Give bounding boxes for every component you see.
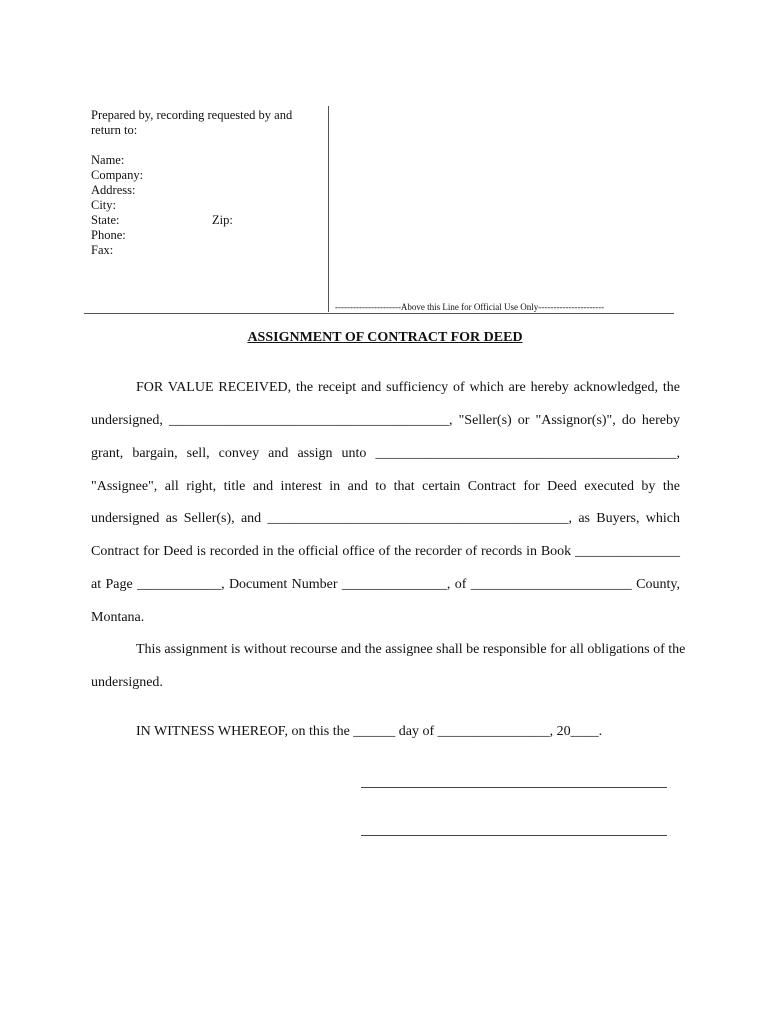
body-line-6: Contract for Deed is recorded in the official office of the recorder of records in Book _______________ [91,544,680,559]
document-title-text: ASSIGNMENT OF CONTRACT FOR DEED [247,330,523,345]
return-address-block [91,108,321,258]
body-line-4: "Assignee", all right, title and interest in and to that certain Contract for Deed executed by the [91,479,680,494]
prepared-by-label: Prepared by, recording requested by and [91,108,293,122]
official-use-note: ----------------------Above this Line for Official Use Only---------------------- [335,302,605,312]
body-line-2: undersigned, ________________________________________, "Seller(s) or "Assignor(s)", do hereby [91,413,680,428]
body-line-8: Montana. [91,610,145,625]
body-line-9: This assignment is without recourse and the assignee shall be responsible for all obligations of the [136,642,686,657]
body-line-3: grant, bargain, sell, convey and assign unto ___________________________________________, [91,446,680,461]
document-title [0,330,770,346]
body-line-5: undersigned as Seller(s), and ___________________________________________, as Buyers, which [91,511,680,526]
header-vertical-divider [328,106,329,312]
city-field-label: City: [91,198,117,212]
body-line-7: at Page ____________, Document Number _______________, of _______________________ County, [91,577,680,592]
official-use-divider [84,313,674,314]
witness-line: IN WITNESS WHEREOF, on this the ______ day of ________________, 20____. [136,724,603,739]
zip-field-label: Zip: [212,213,233,227]
name-field-label: Name: [91,153,125,167]
company-field-label: Company: [91,168,144,182]
address-field-label: Address: [91,183,136,197]
state-field-label: State: [91,213,120,227]
return-to-label: return to: [91,123,138,137]
signature-line-2 [361,835,667,836]
body-line-10: undersigned. [91,675,163,690]
phone-field-label: Phone: [91,228,126,242]
fax-field-label: Fax: [91,243,114,257]
signature-line-1 [361,787,667,788]
body-line-1: FOR VALUE RECEIVED, the receipt and sufficiency of which are hereby acknowledged, the [136,380,680,395]
